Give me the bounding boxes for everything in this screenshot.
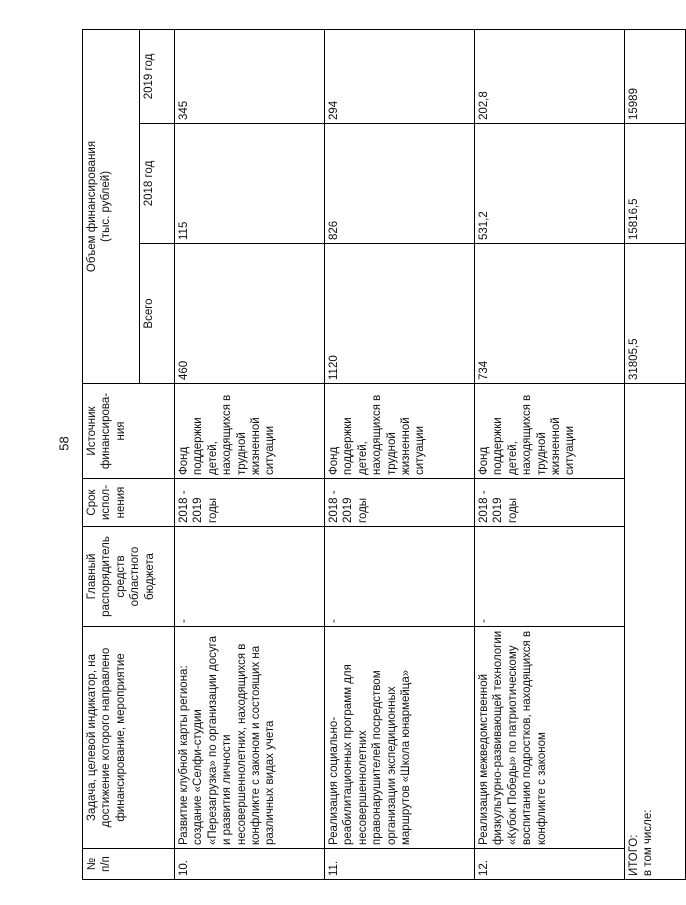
header-2019: 2019 год: [140, 29, 175, 123]
table-row: [475, 29, 625, 879]
row-source: Фонд поддержки детей, находящихся в трудной жизненной ситуации: [475, 384, 625, 479]
rotated-page-content: [82, 30, 655, 880]
row-2019: 345: [175, 29, 325, 123]
row-distributor: -: [475, 527, 625, 627]
table-row: [175, 29, 325, 879]
row-task: Реализация социально-реабилитационных программ для несовершеннолетних правонарушителей посредством организации экспедиционных маршрутов «Школа юнармейца»: [325, 627, 475, 849]
totals-2018: 15816,5: [625, 124, 686, 244]
totals-label-cell: [625, 384, 686, 880]
totals-sublabel: в том числе:: [642, 809, 655, 876]
header-funding-title: Объем финансирования: [86, 140, 98, 273]
header-source: Источник финансирова-ния: [83, 384, 175, 479]
row-num: 10.: [175, 849, 325, 880]
row-2018: 826: [325, 124, 475, 244]
row-num: 12.: [475, 849, 625, 880]
row-2018: 531,2: [475, 124, 625, 244]
row-num: 11.: [325, 849, 475, 880]
table-row: [325, 29, 475, 879]
row-term: 2018 - 2019 годы: [475, 479, 625, 527]
row-2018: 115: [175, 124, 325, 244]
header-task: Задача, целевой индикатор, на достижение которого направлено финансирование, мероприятие: [83, 627, 175, 849]
row-task: Реализация межведомственной физкультурно-развивающей технологии «Кубок Победы» по патриотическому воспитанию подростков, находящихся в конфликте с законом: [475, 627, 625, 849]
page-number: 58: [56, 436, 72, 451]
row-total: 1120: [325, 244, 475, 384]
row-source: Фонд поддержки детей, находящихся в трудной жизненной ситуации: [175, 384, 325, 479]
row-task: Развитие клубной карты региона: создание «Селфи-студии «Перезагрузка» по организации досуга и развития личности несовершеннолетних, находящихся в конфликте с законом и состоящих на различных видах учета: [175, 627, 325, 849]
header-2018: 2018 год: [140, 124, 175, 244]
totals-row: [625, 29, 686, 879]
row-2019: 294: [325, 29, 475, 123]
row-distributor: -: [175, 527, 325, 627]
row-total: 734: [475, 244, 625, 384]
totals-label: ИТОГО:: [628, 834, 640, 876]
row-total: 460: [175, 244, 325, 384]
header-num: № п/п: [83, 849, 175, 880]
row-distributor: -: [325, 527, 475, 627]
header-row: [83, 29, 140, 879]
header-funding: [83, 29, 140, 383]
header-total: Всего: [140, 244, 175, 384]
row-2019: 202,8: [475, 29, 625, 123]
row-term: 2018 - 2019 годы: [175, 479, 325, 527]
row-term: 2018 - 2019 годы: [325, 479, 475, 527]
funding-table: [82, 29, 686, 880]
header-distributor: Главный распорядитель средств областного бюджета: [83, 527, 175, 627]
header-funding-unit: (тыс. рублей): [100, 170, 113, 243]
row-source: Фонд поддержки детей, находящихся в трудной жизненной ситуации: [325, 384, 475, 479]
header-term: Срок испол-нения: [83, 479, 175, 527]
totals-2019: 15989: [625, 29, 686, 123]
totals-total: 31805,5: [625, 244, 686, 384]
